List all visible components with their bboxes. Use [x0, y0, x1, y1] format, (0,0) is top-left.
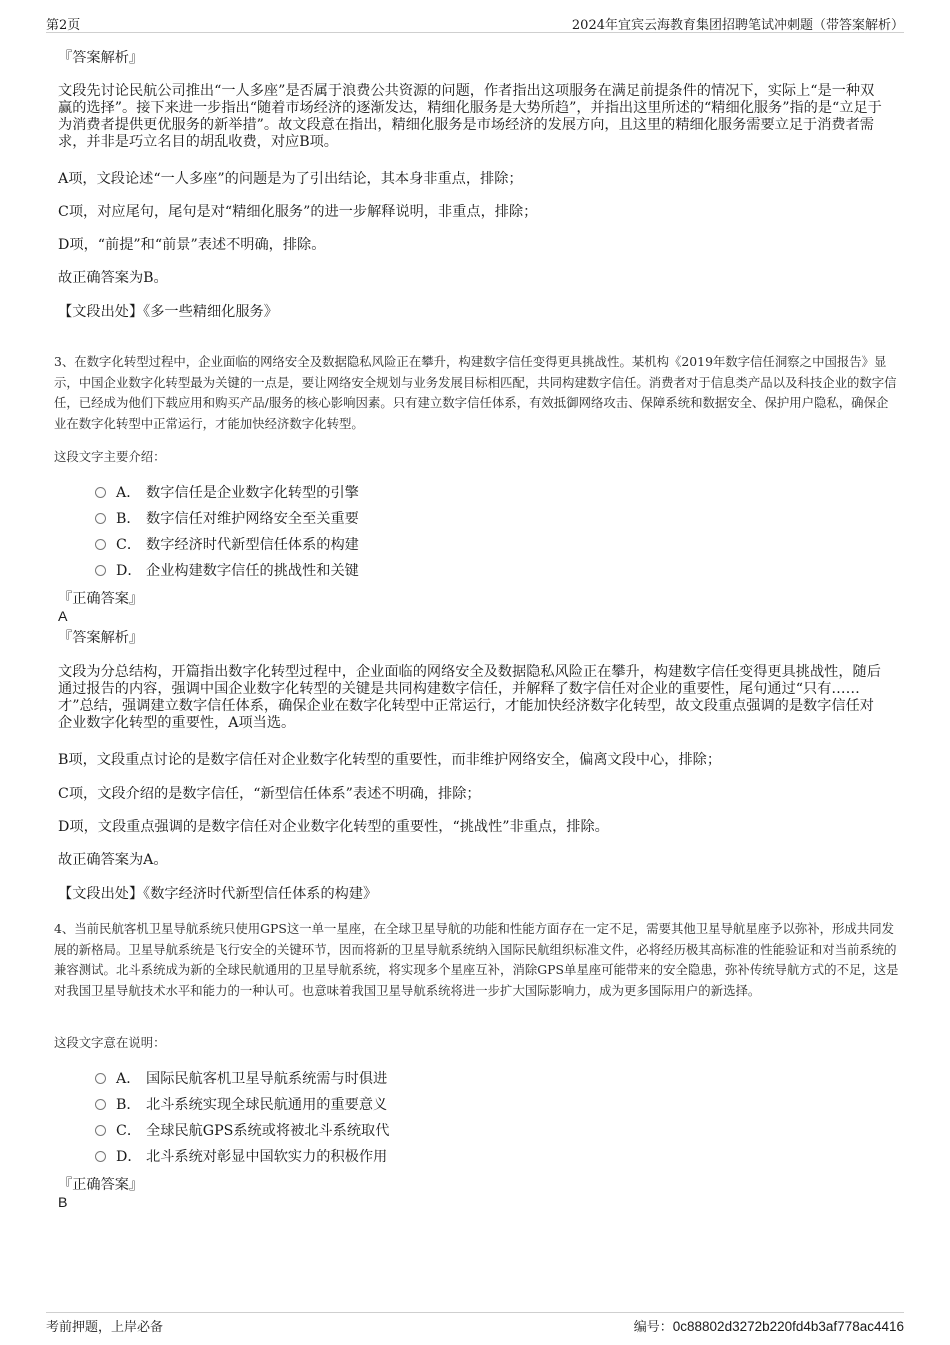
q2-conclusion: 故正确答案为B。 — [58, 270, 168, 286]
document-title: 2024年宜宾云海教育集团招聘笔试冲刺题（带答案解析） — [571, 18, 904, 33]
page-number: 第2页 — [46, 18, 81, 33]
q4-option-c[interactable]: C． 全球民航GPS系统或将被北斗系统取代 — [95, 1122, 389, 1140]
q4-answer-heading: 『正确答案』 — [58, 1177, 144, 1193]
q2-analysis-text: 文段先讨论民航公司推出“一人多座”是否属于浪费公共资源的问题，作者指出这项服务在满足前提条件的情况下，实际上“是一种双赢的选择”。接下来进一步指出“随着市场经济的逐渐发达，精细化服务是大势所趋”，并指出这里所述的“精细化服务”指的是“立足于为消费者提供更优服务的新举措”。故文段意在指出，精细化服务是市场经济的发展方向，且这里的精细化服务需要立足于消费者需求，并非是巧立名目的胡乱收费，对应B项。 — [58, 83, 882, 150]
q2-option-a-note: A项，文段论述“一人多座”的问题是为了引出结论，其本身非重点，排除； — [58, 171, 523, 187]
q2-source: 【文段出处】《多一些精细化服务》 — [58, 304, 278, 320]
q3-answer: A — [58, 609, 68, 625]
q3-option-c-note: C项，文段介绍的是数字信任，“新型信任体系”表述不明确，排除； — [58, 786, 481, 802]
q4-prompt: 这段文字意在说明： — [54, 1035, 166, 1050]
page-header — [46, 8, 904, 33]
q4-passage: 4、当前民航客机卫星导航系统只使用GPS这一单一星座，在全球卫星导航的功能和性能方面存在一定不足，需要其他卫星导航星座予以弥补，形成共同发展的新格局。卫星导航系统是飞行安全的关键环节，因而将新的卫星导航系统纳入国际民航组织标准文件，必将经历极其高标准的性能验证和对当前系统的兼容测试。北斗系统成为新的全球民航通用的卫星导航系统，将实现多个星座互补，消除GPS单星座可能带来的安全隐患，弥补传统导航方式的不足，这是对我国卫星导航技术水平和能力的一种认可。也意味着我国卫星导航系统将进一步扩大国际影响力，成为更多国际用户的新选择。 — [54, 921, 899, 998]
radio-icon[interactable] — [95, 1151, 106, 1162]
q3-analysis-text: 文段为分总结构，开篇指出数字化转型过程中，企业面临的网络安全及数据隐私风险正在攀升，构建数字信任变得更具挑战性，随后通过报告的内容，强调中国企业数字化转型的关键是共同构建数字信任，并解释了数字信任对企业的重要性，尾句通过“只有……才”总结，强调建立数字信任体系，确保企业在数字化转型中正常运行，才能加快经济数字化转型，故文段重点强调的是数字信任对企业数字化转型的重要性，A项当选。 — [58, 664, 881, 731]
q2-option-c-note: C项，对应尾句，尾句是对“精细化服务”的进一步解释说明，非重点，排除； — [58, 204, 538, 220]
footer-slogan: 考前押题，上岸必备 — [46, 1320, 164, 1335]
radio-icon[interactable] — [95, 1125, 106, 1136]
q3-prompt: 这段文字主要介绍： — [54, 449, 166, 464]
radio-icon[interactable] — [95, 487, 106, 498]
q4-option-b[interactable]: B． 北斗系统实现全球民航通用的重要意义 — [95, 1096, 387, 1114]
q3-passage: 3、在数字化转型过程中，企业面临的网络安全及数据隐私风险正在攀升，构建数字信任变得更具挑战性。某机构《2019年数字信任洞察之中国报告》显示，中国企业数字化转型最为关键的一点是，要让网络安全规划与业务发展目标相匹配，共同构建数字信任。消费者对于信息类产品以及科技企业的数字信任，已经成为他们下载应用和购买产品/服务的核心影响因素。只有建立数字信任体系，有效抵御网络攻击、保障系统和数据安全、保护用户隐私，确保企业在数字化转型中正常运行，才能加快经济数字化转型。 — [54, 354, 897, 431]
q4-answer: B — [58, 1195, 68, 1211]
q3-conclusion: 故正确答案为A。 — [58, 852, 168, 868]
q3-option-d-note: D项，文段重点强调的是数字信任对企业数字化转型的重要性，“挑战性”非重点，排除。 — [58, 819, 609, 835]
q3-option-b-note: B项，文段重点讨论的是数字信任对企业数字化转型的重要性，而非维护网络安全，偏离文段中心，排除； — [58, 752, 722, 768]
q3-option-b[interactable]: B． 数字信任对维护网络安全至关重要 — [95, 510, 359, 528]
radio-icon[interactable] — [95, 565, 106, 576]
radio-icon[interactable] — [95, 1073, 106, 1084]
radio-icon[interactable] — [95, 539, 106, 550]
q3-answer-heading: 『正确答案』 — [58, 591, 144, 607]
q2-option-d-note: D项，“前提”和“前景”表述不明确，排除。 — [58, 237, 326, 253]
q3-analysis-heading: 『答案解析』 — [58, 630, 144, 646]
q4-option-d[interactable]: D． 北斗系统对彰显中国软实力的积极作用 — [95, 1148, 387, 1166]
q2-analysis-heading: 『答案解析』 — [58, 50, 144, 66]
radio-icon[interactable] — [95, 513, 106, 524]
q3-option-d[interactable]: D． 企业构建数字信任的挑战性和关键 — [95, 562, 359, 580]
radio-icon[interactable] — [95, 1099, 106, 1110]
document-code: 编号：0c88802d3272b220fd4b3af778ac4416 — [633, 1319, 904, 1335]
q3-option-a[interactable]: A． 数字信任是企业数字化转型的引擎 — [95, 484, 359, 502]
q3-source: 【文段出处】《数字经济时代新型信任体系的构建》 — [58, 886, 378, 902]
q3-option-c[interactable]: C． 数字经济时代新型信任体系的构建 — [95, 536, 359, 554]
page-footer — [46, 1312, 904, 1337]
q4-option-a[interactable]: A． 国际民航客机卫星导航系统需与时俱进 — [95, 1070, 387, 1088]
